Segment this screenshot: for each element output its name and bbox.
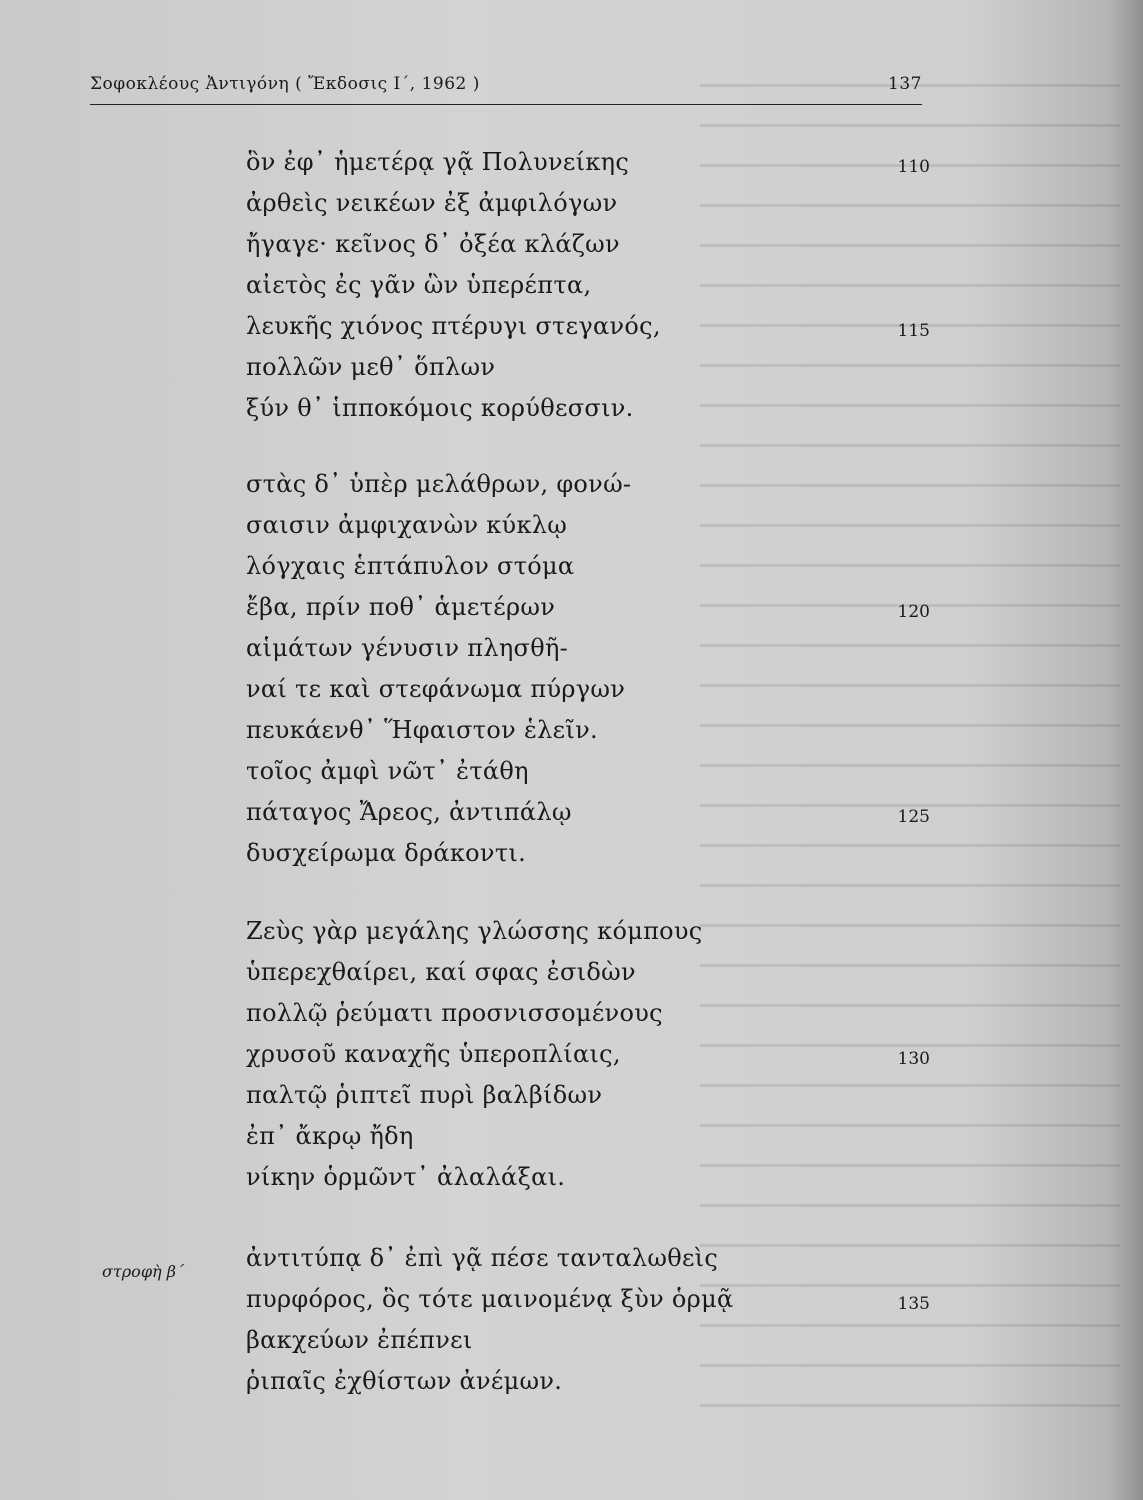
verse-line: πάταγος Ἄρεος, ἀντιπάλῳ — [246, 798, 572, 826]
verse-line: λευκῆς χιόνος πτέρυγι στεγανός, — [246, 312, 661, 340]
line-number: 110 — [897, 157, 930, 177]
verse-line: αἰετὸς ἐς γᾶν ὣν ὑπερέπτα, — [246, 271, 592, 299]
verse-line: ὃν ἐφ᾽ ἡμετέρᾳ γᾷ Πολυνείκης — [246, 148, 630, 176]
verse-line: αἱμάτων γένυσιν πλησθῆ- — [246, 634, 569, 662]
running-header — [90, 74, 922, 105]
verse-line: ἀρθεὶς νεικέων ἐξ ἀμφιλόγων — [246, 189, 618, 217]
verse-line: πολλῶν μεθ᾽ ὅπλων — [246, 353, 496, 381]
verse-line: ἐπ᾽ ἄκρῳ ἤδη — [246, 1122, 414, 1150]
verse-line: πολλῷ ῥεύματι προσνισσομένους — [246, 999, 663, 1027]
strophe-label: στροφὴ β΄ — [102, 1262, 184, 1281]
line-number: 125 — [897, 807, 930, 827]
verse-line: ξύν θ᾽ ἱπποκόμοις κορύθεσσιν. — [246, 394, 634, 422]
verse-line: πυρφόρος, ὃς τότε μαινομένᾳ ξὺν ὁρμᾷ — [246, 1285, 734, 1313]
page-number: 137 — [888, 74, 922, 94]
verse-line: Ζεὺς γὰρ μεγάλης γλώσσης κόμπους — [246, 917, 703, 945]
verse-line: ῥιπαῖς ἐχθίστων ἀνέμων. — [246, 1367, 563, 1395]
verse-line: ὑπερεχθαίρει, καί σφας ἐσιδὼν — [246, 958, 636, 986]
verse-line: ἔβα, πρίν ποθ᾽ ἁμετέρων — [246, 593, 556, 621]
bleed-through-text — [700, 60, 1120, 1410]
verse-line: παλτῷ ῥιπτεῖ πυρὶ βαλβίδων — [246, 1081, 603, 1109]
line-number: 135 — [897, 1294, 930, 1314]
verse-line: στὰς δ᾽ ὑπὲρ μελάθρων, φονώ- — [246, 470, 632, 498]
verse-line: σαισιν ἀμφιχανὼν κύκλῳ — [246, 511, 568, 539]
verse-line: τοῖος ἀμφὶ νῶτ᾽ ἐτάθη — [246, 757, 529, 785]
verse-line: δυσχείρωμα δράκοντι. — [246, 839, 527, 867]
verse-line: ἤγαγε· κεῖνος δ᾽ ὀξέα κλάζων — [246, 230, 620, 258]
header-title: Σοφοκλέους Ἀντιγόνη ( Ἔκδοσις Ι΄, 1962 ) — [90, 74, 480, 94]
verse-line: ἀντιτύπᾳ δ᾽ ἐπὶ γᾷ πέσε τανταλωθεὶς — [246, 1244, 719, 1272]
verse-line: ναί τε καὶ στεφάνωμα πύργων — [246, 675, 626, 703]
line-number: 115 — [897, 321, 930, 341]
verse-line: πευκάενθ᾽ Ἥφαιστον ἑλεῖν. — [246, 716, 598, 744]
line-number: 120 — [897, 602, 930, 622]
verse-line: λόγχαις ἑπτάπυλον στόμα — [246, 552, 575, 580]
line-number: 130 — [897, 1049, 930, 1069]
verse-line: χρυσοῦ καναχῆς ὑπεροπλίαις, — [246, 1040, 621, 1068]
verse-line: νίκην ὁρμῶντ᾽ ἀλαλάξαι. — [246, 1163, 566, 1191]
verse-line: βακχεύων ἐπέπνει — [246, 1326, 473, 1354]
